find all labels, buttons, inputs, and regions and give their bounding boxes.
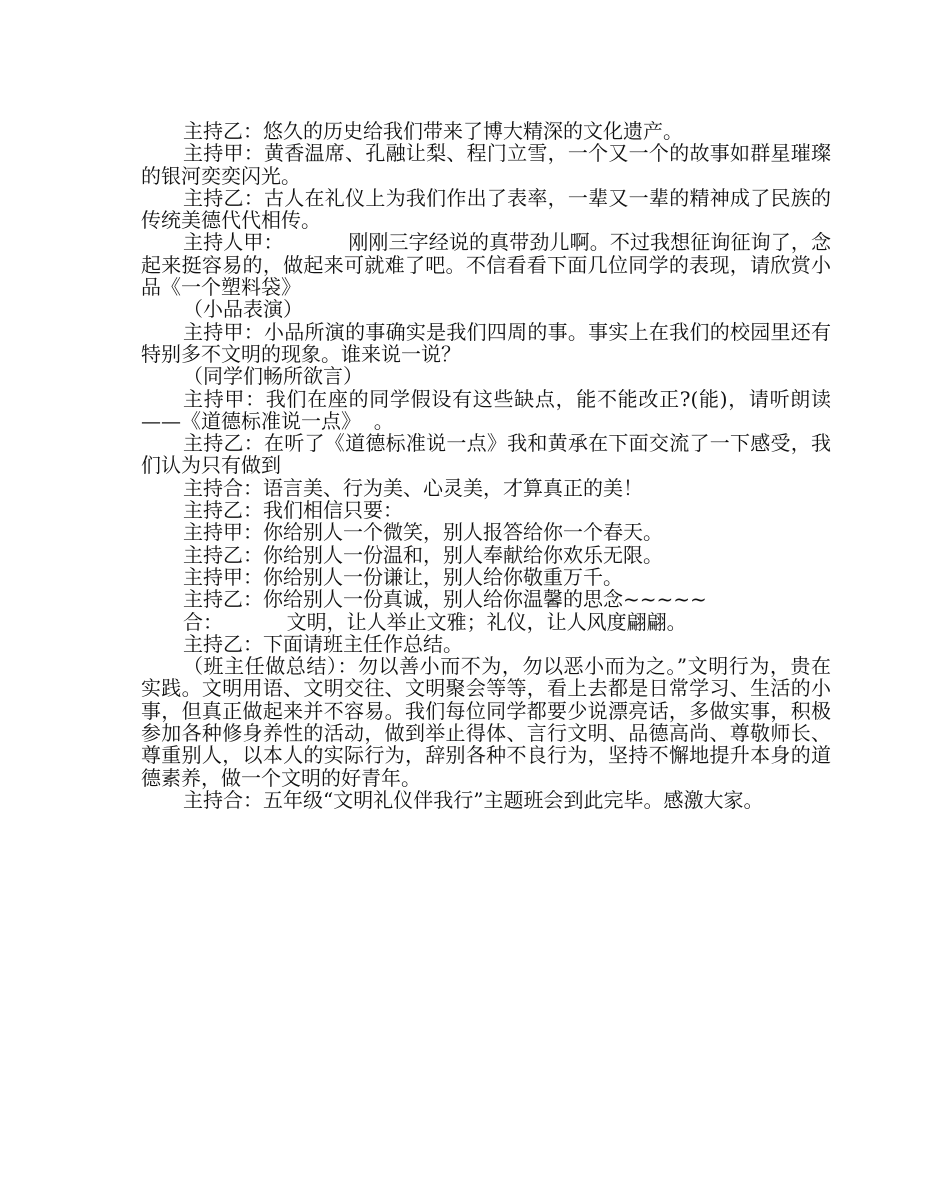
paragraph-teacher-summary: （班主任做总结）：勿以善小而不为，勿以恶小而为之。”文明行为，贵在实践。文明用语、文明交往、文明聚会等等，看上去都是日常学习、生活的小事，但真正做起来并不容易。我们每位同学都要少说漂亮话，多做实事，积极参加各种修身养性的活动，做到举止得体、言行文明、品德高尚、尊敬师长、尊重别人，以本人的实际行为，辞别各种不良行为，坚持不懈地提升本身的道德素养，做一个文明的好青年。 (141, 654, 831, 790)
paragraph-host-a-modesty: 主持甲：你给别人一份谦让，别人给你敬重万千。 (183, 564, 623, 589)
paragraph-host-a-smile: 主持甲：你给别人一个微笑，别人报答给你一个春天。 (183, 520, 663, 545)
paragraph-together-civility: 合： 文明，让人举止文雅；礼仪，让人风度翩翩。 (183, 609, 687, 634)
paragraph-host-b-warmth: 主持乙：你给别人一份温和，别人奉献给你欢乐无限。 (183, 542, 663, 567)
paragraph-host-b-heritage: 主持乙：悠久的历史给我们带来了博大精深的文化遗产。 (183, 119, 683, 143)
document-page (141, 120, 831, 811)
paragraph-host-b-teacher: 主持乙：下面请班主任作总结。 (183, 631, 463, 656)
paragraph-host-a-campus: 主持甲：小品所演的事确实是我们四周的事。事实上在我们的校园里还有特别多不文明的现象。谁来说一说？ (141, 319, 831, 366)
paragraph-sketch-performance: （小品表演） (183, 297, 303, 322)
paragraph-host-a-stories: 主持甲：黄香温席、孔融让梨、程门立雪，一个又一个的故事如群星璀璨的银河奕奕闪光。 (141, 141, 831, 188)
paragraph-students-speak: （同学们畅所欲言） (183, 364, 363, 389)
paragraph-hosts-closing: 主持合：五年级“文明礼仪伴我行”主题班会到此完毕。感激大家。 (183, 787, 764, 812)
paragraph-host-b-feelings: 主持乙：在听了《道德标准说一点》我和黄承在下面交流了一下感受，我们认为只有做到 (141, 431, 831, 478)
paragraph-host-a-reading: 主持甲：我们在座的同学假设有这些缺点，能不能改正?(能)，请听朗读——《道德标准说一点》 。 (141, 386, 831, 433)
paragraph-host-b-tradition: 主持乙：古人在礼仪上为我们作出了表率，一辈又一辈的精神成了民族的传统美德代代相传。 (141, 185, 831, 233)
paragraph-hosts-together-beauty: 主持合：语言美、行为美、心灵美，才算真正的美！ (183, 475, 643, 500)
paragraph-host-b-sincerity: 主持乙：你给别人一份真诚，别人给你温馨的思念~~~~~ (183, 587, 707, 612)
paragraph-host-a-sketch-intro: 主持人甲： 刚刚三字经说的真带劲儿啊。不过我想征询征询了，念起来挺容易的，做起来可就难了吧。不信看看下面几位同学的表现，请欣赏小品《一个塑料袋》 (141, 230, 831, 300)
paragraph-host-b-believe: 主持乙：我们相信只要： (183, 498, 403, 523)
